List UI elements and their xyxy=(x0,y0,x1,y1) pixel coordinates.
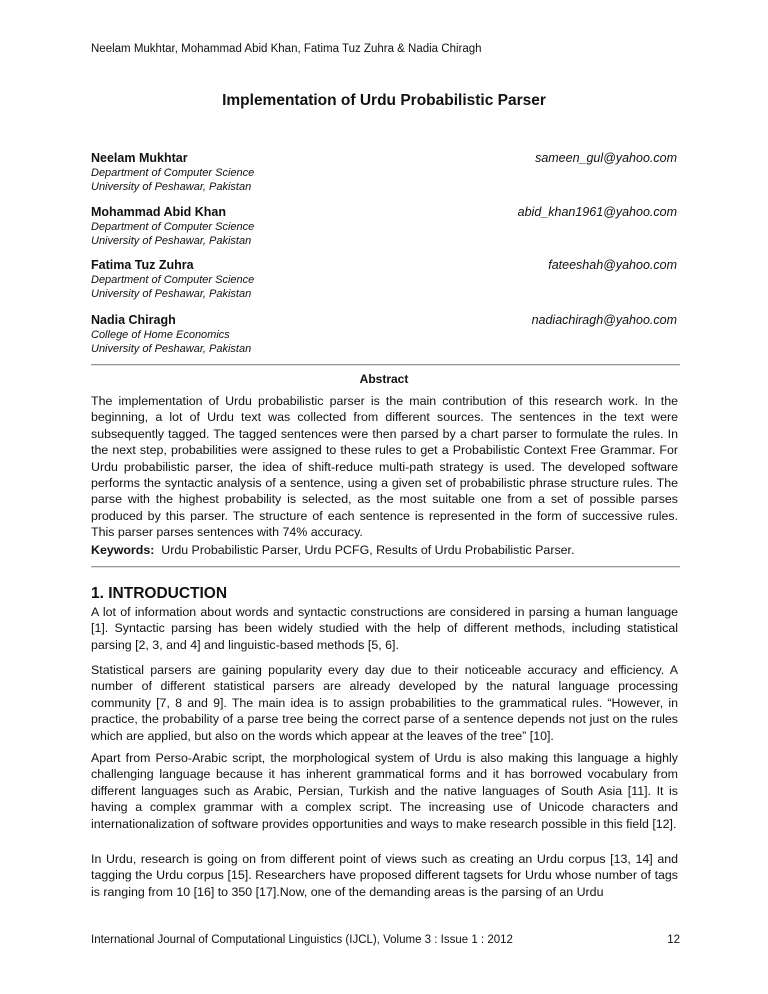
author-block xyxy=(91,204,677,248)
abstract-text: The implementation of Urdu probabilistic parser is the main contribution of this research work. In the beginning, a lot of Urdu text was collected from different sources. The sentences in the text were subsequently tagged. The tagged sentences were then parsed by a chart parser to formulate the rules. In the next step, probabilities were assigned to these rules to get a Probabilistic Context Free Grammar. For Urdu probabilistic parser, the idea of shift-reduce multi-path strategy is used. The developed software performs the syntactic analysis of a sentence, using a given set of probabilistic phrase structure rules. The parse with the highest probability is selected, as the most suitable one from a set of possible parses produced by this parser. The structure of each sentence is represented in the form of successive rules. This parser parses sentences with 74% accuracy. xyxy=(91,394,678,540)
intro-paragraph: Apart from Perso-Arabic script, the morphological system of Urdu is also making this language a highly challenging language because it has inherent grammatical forms and it has borrowed vocabulary from different languages such as Arabic, Persian, Turkish and the native languages of South Asia [11]. It is having a complex grammar with a complex script. The increasing use of Unicode characters and internationalization of software provides opportunities and ways to make research possible in this field [12]. xyxy=(91,751,678,831)
author-name: Nadia Chiragh xyxy=(91,313,176,327)
author-block xyxy=(91,312,677,356)
author-email[interactable]: nadiachiragh@yahoo.com xyxy=(531,313,677,327)
intro-paragraph: Statistical parsers are gaining popularity every day due to their noticeable accuracy and efficiency. A number of different statistical parsers are already developed by the natural language processing community [7, 8 and 9]. The main idea is to assign probabilities to the grammatical rules. “However, in practice, the probability of a parse tree being the correct parse of a sentence depends not just on the rules which are applied, but also on the words which appear at the leaves of the tree” [10]. xyxy=(91,663,678,743)
intro-paragraph: In Urdu, research is going on from different point of views such as creating an Urdu corpus [13, 14] and tagging the Urdu corpus [15]. Researchers have proposed different tagsets for Urdu whose number of tags is ranging from 10 [16] to 350 [17].Now, one of the demanding areas is the parsing of an Urdu xyxy=(91,852,678,899)
footer-journal: International Journal of Computational Linguistics (IJCL), Volume 3 : Issue 1 : 2012 xyxy=(91,934,513,946)
abstract-heading: Abstract xyxy=(359,372,409,386)
divider xyxy=(91,566,680,568)
paper-title: Implementation of Urdu Probabilistic Parser xyxy=(222,92,546,109)
author-department: Department of Computer Science xyxy=(91,274,255,286)
author-block xyxy=(91,150,677,194)
keywords-label: Keywords: xyxy=(91,543,155,557)
author-email[interactable]: fateeshah@yahoo.com xyxy=(548,258,677,272)
author-name: Fatima Tuz Zuhra xyxy=(91,258,194,272)
page-number: 12 xyxy=(667,934,680,946)
author-email[interactable]: abid_khan1961@yahoo.com xyxy=(517,205,677,219)
author-name: Mohammad Abid Khan xyxy=(91,205,226,219)
intro-paragraph: A lot of information about words and syntactic constructions are considered in parsing a human language [1]. Syntactic parsing has been widely studied with the help of different methods, including statistical parsing [2, 3, and 4] and linguistic-based methods [5, 6]. xyxy=(91,605,678,652)
section-heading: 1. INTRODUCTION xyxy=(91,585,228,602)
author-university: University of Peshawar, Pakistan xyxy=(91,288,252,300)
author-block xyxy=(91,257,677,301)
author-university: University of Peshawar, Pakistan xyxy=(91,343,252,355)
author-university: University of Peshawar, Pakistan xyxy=(91,235,252,247)
author-department: Department of Computer Science xyxy=(91,221,255,233)
running-head: Neelam Mukhtar, Mohammad Abid Khan, Fatima Tuz Zuhra & Nadia Chiragh xyxy=(91,43,482,55)
author-email[interactable]: sameen_gul@yahoo.com xyxy=(535,151,677,165)
keywords xyxy=(91,543,678,557)
author-name: Neelam Mukhtar xyxy=(91,151,188,165)
keywords-text: Urdu Probabilistic Parser, Urdu PCFG, Results of Urdu Probabilistic Parser. xyxy=(161,543,575,557)
divider xyxy=(91,364,680,366)
author-department: College of Home Economics xyxy=(91,329,230,341)
author-university: University of Peshawar, Pakistan xyxy=(91,181,252,193)
footer xyxy=(91,934,680,946)
author-department: Department of Computer Science xyxy=(91,167,255,179)
